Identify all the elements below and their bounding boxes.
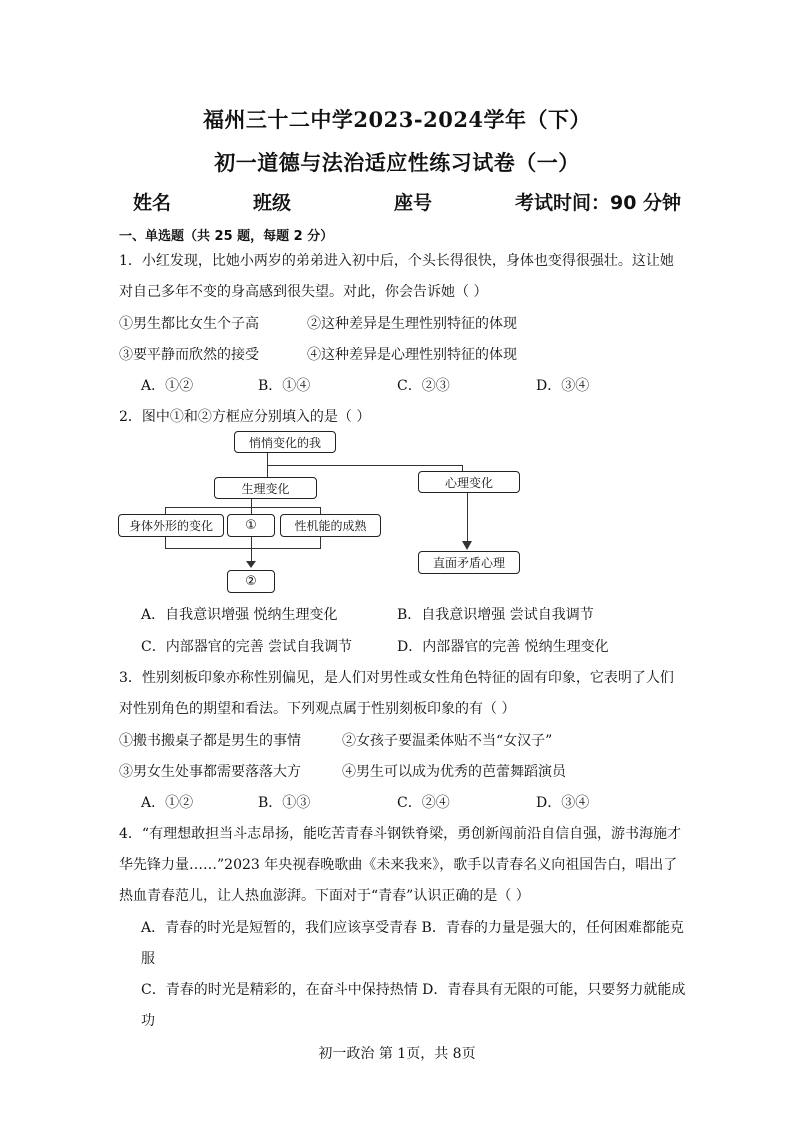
diagram-blank1-box: ① — [227, 514, 275, 537]
q2-option-d: D．内部器官的完善 悦纳生理变化 — [397, 639, 609, 655]
q2-stem: 2．图中①和②方框应分别填入的是（ ） — [119, 409, 371, 425]
diagram-connector — [251, 507, 252, 514]
seat-label: 座号 — [394, 192, 433, 214]
q1-option-a: A．①② — [141, 378, 194, 394]
q3-option-a: A．①② — [141, 795, 194, 811]
q3-statement-4: ④男生可以成为优秀的芭蕾舞蹈演员 — [342, 764, 566, 780]
q4-options-cd-cont: 功 — [141, 1013, 155, 1029]
diagram-connector — [267, 465, 463, 466]
q4-options-ab-cont: 服 — [141, 951, 155, 967]
q4-options-ab: A．青春的时光是短暂的，我们应该享受青春 B．青春的力量是强大的，任何困难都能克 — [141, 920, 684, 936]
class-label: 班级 — [253, 192, 292, 214]
q2-option-c: C．内部器官的完善 尝试自我调节 — [141, 639, 353, 655]
q1-option-b: B．①④ — [258, 378, 311, 394]
q1-option-c: C．②③ — [397, 378, 450, 394]
exam-paper-title: 初一道德与法治适应性练习试卷（一） — [214, 150, 580, 175]
diagram-connector — [165, 548, 321, 549]
diagram-connector — [165, 507, 166, 514]
q3-option-d: D．③④ — [536, 795, 590, 811]
diagram-physio-box: 生理变化 — [214, 477, 317, 499]
diagram-connector — [467, 493, 468, 543]
q1-option-d: D．③④ — [536, 378, 590, 394]
q1-stem-line2: 对自己多年不变的身高感到很失望。对此，你会告诉她（ ） — [119, 284, 488, 300]
q4-options-cd: C．青春的时光是精彩的，在奋斗中保持热情 D．青春具有无限的可能，只要努力就能成 — [141, 982, 686, 998]
diagram-blank2-box: ② — [227, 570, 275, 593]
exam-time-label: 考试时间：90 分钟 — [515, 192, 682, 214]
q4-stem-line3: 热血青春范儿，让人热血澎湃。下面对于“青春”认识正确的是（ ） — [119, 888, 530, 904]
diagram-connector — [251, 537, 252, 548]
section-heading: 一、单选题（共 25 题，每题 2 分） — [119, 229, 334, 244]
arrow-down-icon — [462, 541, 472, 550]
q3-statement-3: ③男女生处事都需要落落大方 — [119, 764, 301, 780]
arrow-down-icon — [246, 561, 256, 568]
exam-school-title: 福州三十二中学2023-2024学年（下） — [202, 107, 592, 132]
q1-statement-3: ③要平静而欣然的接受 — [119, 347, 259, 363]
q3-option-b: B．①③ — [258, 795, 311, 811]
diagram-connector — [251, 499, 252, 507]
diagram-body-box: 身体外形的变化 — [118, 514, 224, 537]
q1-statement-1: ①男生都比女生个子高 — [119, 316, 259, 332]
diagram-connector — [267, 465, 268, 477]
diagram-connector — [165, 507, 320, 508]
q4-stem-line1: 4．“有理想敢担当斗志昂扬，能吃苦青春斗钢铁脊梁，勇创新闯前沿自信自强，游书海施才 — [119, 826, 682, 842]
q2-option-a: A．自我意识增强 悦纳生理变化 — [141, 607, 338, 623]
q3-statement-1: ①搬书搬桌子都是男生的事情 — [119, 733, 301, 749]
q1-statement-4: ④这种差异是心理性别特征的体现 — [307, 347, 517, 363]
q3-statement-2: ②女孩子要温柔体贴不当“女汉子” — [342, 733, 553, 749]
diagram-func-box: 性机能的成熟 — [280, 514, 381, 537]
diagram-root-box: 悄悄变化的我 — [234, 431, 336, 453]
q3-option-c: C．②④ — [397, 795, 450, 811]
q3-stem-line1: 3．性别刻板印象亦称性别偏见，是人们对男性或女性角色特征的固有印象，它表明了人们 — [119, 670, 674, 686]
q3-stem-line2: 对性别角色的期望和看法。下列观点属于性别刻板印象的有（ ） — [119, 701, 516, 717]
q1-stem-line1: 1．小红发现，比她小两岁的弟弟进入初中后，个头长得很快，身体也变得很强壮。这让她 — [119, 253, 674, 269]
q1-statement-2: ②这种差异是生理性别特征的体现 — [307, 316, 517, 332]
name-label: 姓名 — [133, 192, 172, 214]
page-footer: 初一政治 第 1页，共 8页 — [318, 1046, 476, 1062]
diagram-face-box: 直面矛盾心理 — [418, 551, 520, 574]
diagram-connector — [320, 537, 321, 548]
q2-option-b: B．自我意识增强 尝试自我调节 — [397, 607, 594, 623]
diagram-connector — [320, 507, 321, 514]
q4-stem-line2: 华先锋力量……”2023 年央视春晚歌曲《未来我来》，歌手以青春名义向祖国告白，唱出了 — [119, 857, 678, 873]
diagram-psych-box: 心理变化 — [418, 471, 520, 493]
diagram-connector — [165, 537, 166, 548]
